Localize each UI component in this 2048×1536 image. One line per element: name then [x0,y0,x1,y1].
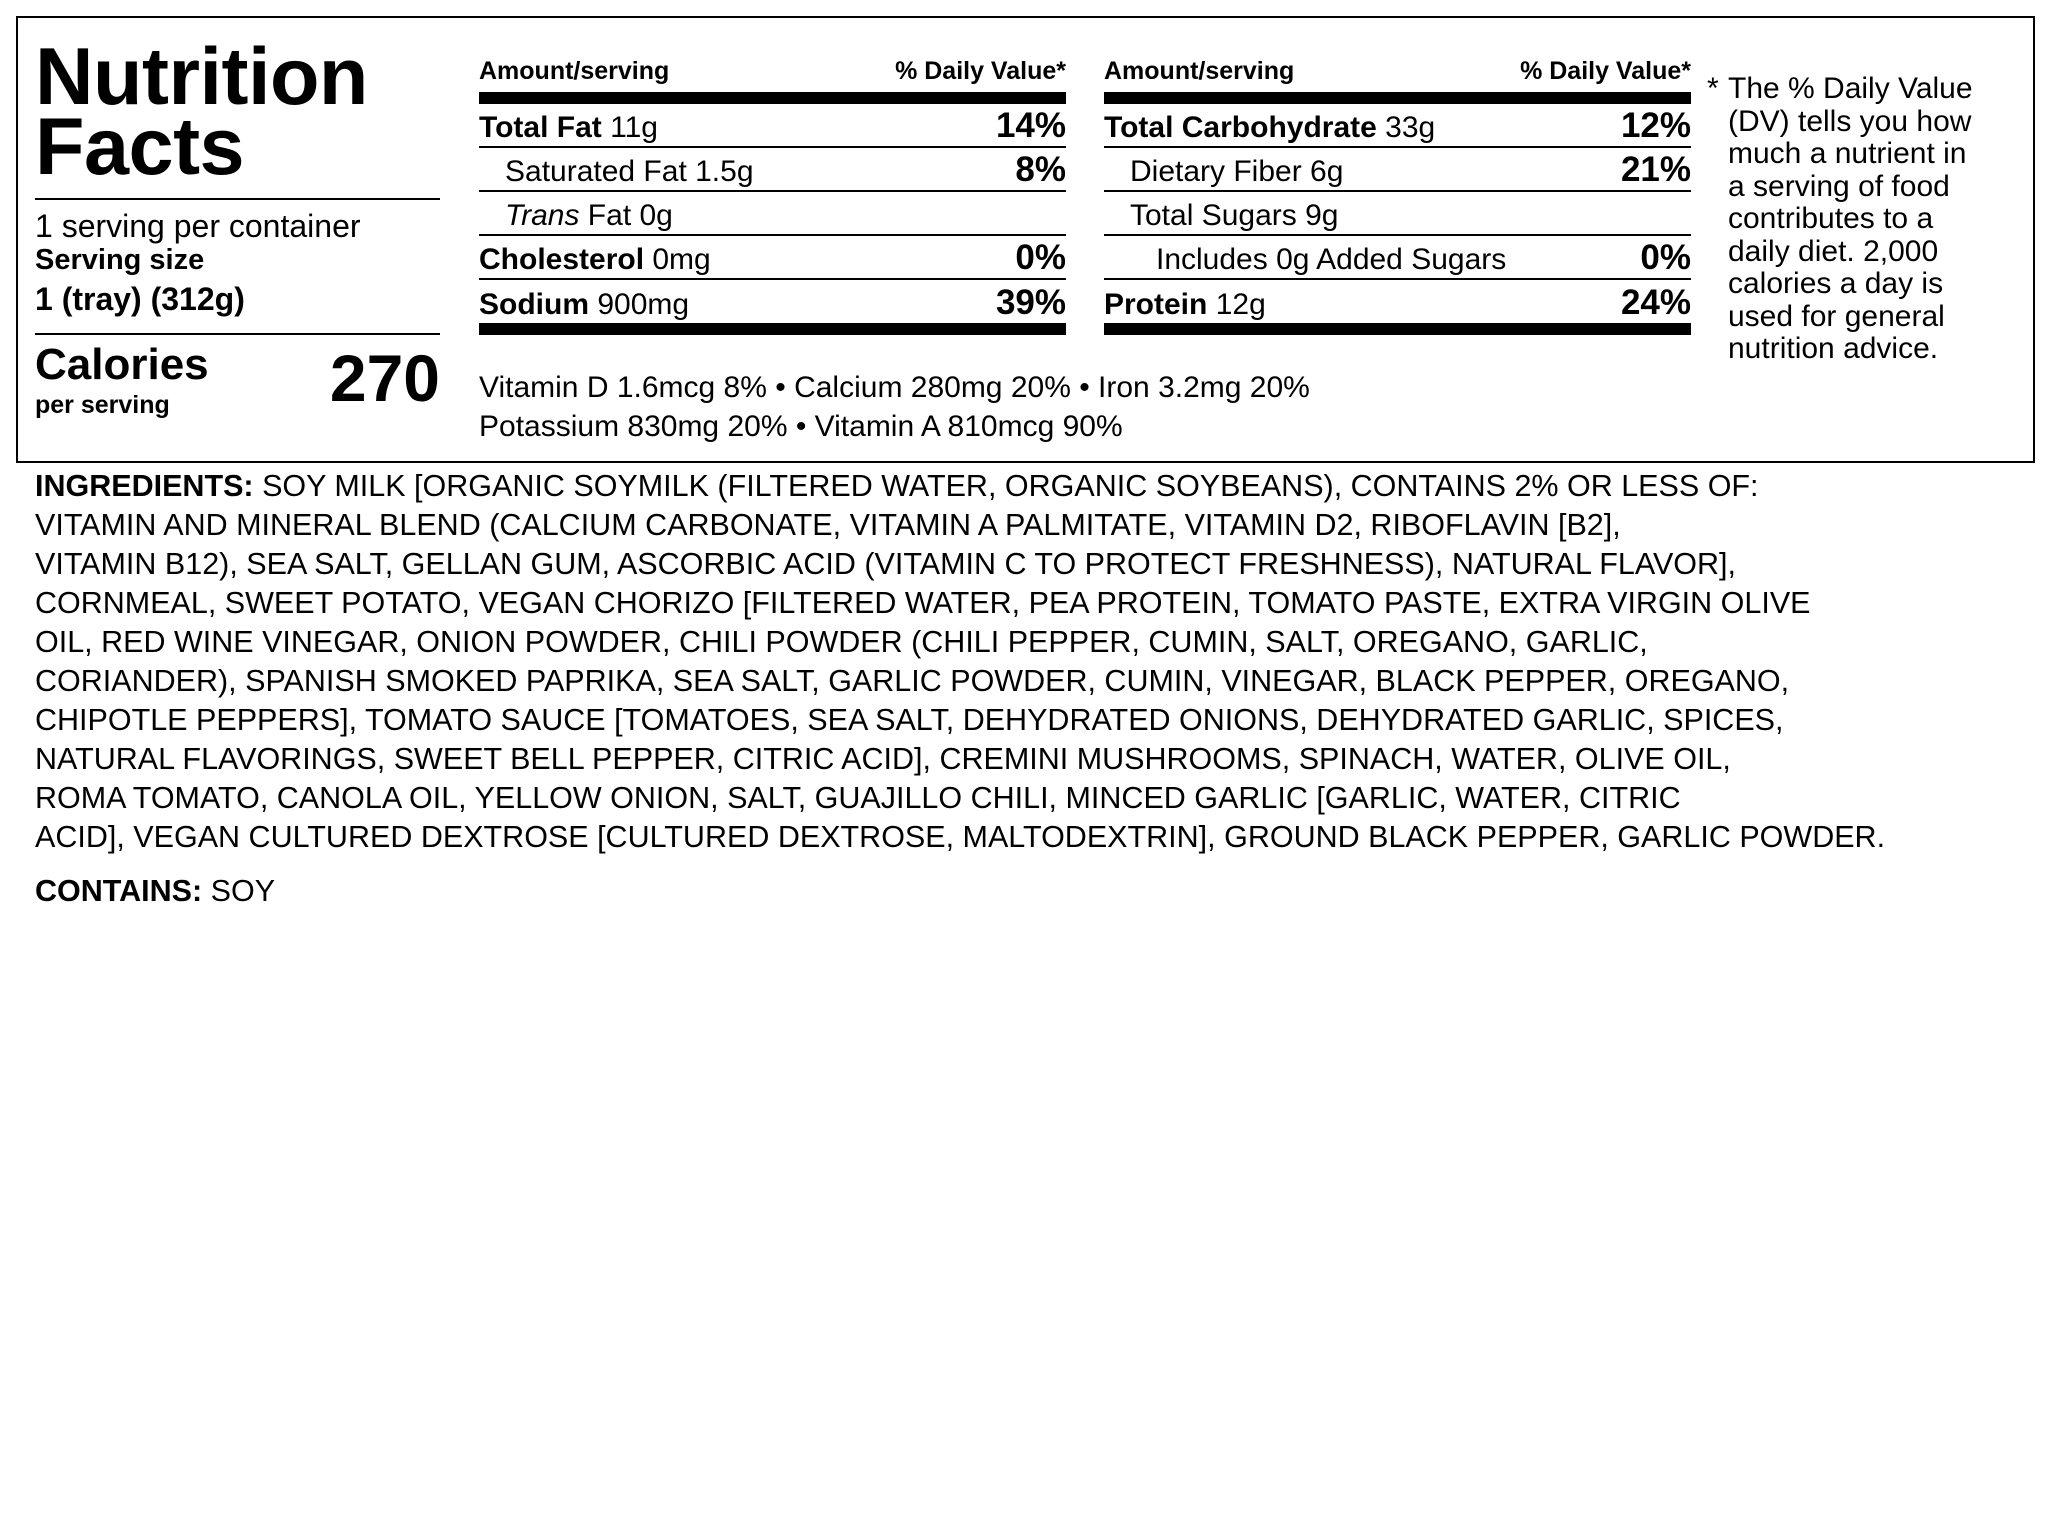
nutrient-column-2 [1104,56,1691,335]
nutrient-row-dietary-fiber [1104,148,1691,192]
divider [35,198,440,200]
vitamins-line-1: Vitamin D 1.6mcg 8% • Calcium 280mg 20% • Iron 3.2mg 20% [479,371,1310,404]
nutrient-amount: 11g [601,111,658,144]
ingredients-line: ROMA TOMATO, CANOLA OIL, YELLOW ONION, SALT, GUAJILLO CHILI, MINCED GARLIC [GARLIC, WATER, CITRIC [35,781,1681,815]
nutrient-row-cholesterol [479,236,1066,280]
serving-size-label: Serving size [35,244,205,276]
nutrient-name: Fat [579,199,632,232]
footnote-line: used for general [1728,299,1945,333]
nutrient-dv: 24% [1620,283,1691,322]
nutrient-amount: 1.5g [686,155,754,188]
nutrient-name: Cholesterol [479,243,645,276]
daily-value-header: % Daily Value* [1520,57,1691,85]
ingredients-line [35,467,2035,506]
ingredients-label: INGREDIENTS: [35,469,254,503]
footnote-line: nutrition advice. [1728,332,1939,365]
nutrient-dv: 12% [1620,106,1691,145]
nutrient-row-saturated-fat [479,148,1066,192]
vitamins-line-2: Potassium 830mg 20% • Vitamin A 810mcg 90% [479,410,1123,443]
serving-size-value: 1 (tray) (312g) [35,281,245,317]
ingredients-line: CORIANDER), SPANISH SMOKED PAPRIKA, SEA SALT, GARLIC POWDER, CUMIN, VINEGAR, BLACK PEPPER, OREGANO, [35,664,1790,698]
ingredients-line: CHIPOTLE PEPPERS], TOMATO SAUCE [TOMATOES, SEA SALT, DEHYDRATED ONIONS, DEHYDRATED GARLIC, SPICES, [35,703,1784,737]
ingredients-line: VITAMIN B12), SEA SALT, GELLAN GUM, ASCORBIC ACID (VITAMIN C TO PROTECT FRESHNESS), NATURAL FLAVOR], [35,547,1737,581]
ingredients-text: SOY MILK [ORGANIC SOYMILK (FILTERED WATER, ORGANIC SOYBEANS), CONTAINS 2% OR LESS OF: [253,469,1759,503]
nutrient-row-sodium [479,280,1066,335]
nutrient-name: Total Sugars [1130,199,1297,232]
ingredients-line: NATURAL FLAVORINGS, SWEET BELL PEPPER, CITRIC ACID], CREMINI MUSHROOMS, SPINACH, WATER, OLIVE OIL, [35,742,1731,776]
nutrient-row-trans-fat [479,192,1066,236]
daily-value-header: % Daily Value* [895,57,1066,85]
footnote-line: much a nutrient in [1728,137,1967,170]
nutrient-amount: 6g [1301,155,1344,188]
nutrient-row-total-carbohydrate [1104,104,1691,148]
ingredients-list [35,467,2035,857]
footnote-text [1728,73,2027,366]
nutrient-amount: 9g [1296,199,1339,232]
nutrient-row-total-fat [479,104,1066,148]
footnote-asterisk: * [1707,72,1719,105]
nutrient-name: Protein [1104,288,1208,321]
column-header [1104,56,1691,104]
ingredients-line: OIL, RED WINE VINEGAR, ONION POWDER, CHILI POWDER (CHILI PEPPER, CUMIN, SALT, OREGANO, GARLIC, [35,625,1648,659]
allergen-statement [35,872,275,911]
nutrient-name: Saturated Fat [505,155,687,188]
title-line-2: Facts [35,102,245,192]
column-header [479,56,1066,104]
contains-label: CONTAINS: [35,874,203,908]
nutrient-dv: 14% [995,106,1066,145]
footnote-line: (DV) tells you how [1728,104,1972,138]
nutrient-name: Total Carbohydrate [1104,111,1377,144]
nutrition-header [35,32,440,419]
calories-label: Calories [35,340,209,389]
nutrient-dv: 21% [1620,150,1691,189]
nutrient-name-italic: Trans [505,199,580,232]
nutrient-amount: 33g [1376,111,1436,144]
footnote-line: calories a day is [1728,267,1944,300]
ingredients-line: VITAMIN AND MINERAL BLEND (CALCIUM CARBONATE, VITAMIN A PALMITATE, VITAMIN D2, RIBOFLAVIN [B2], [35,508,1621,542]
nutrient-column-1 [479,56,1066,335]
ingredients-line: ACID], VEGAN CULTURED DEXTROSE [CULTURED DEXTROSE, MALTODEXTRIN], GROUND BLACK PEPPER, GARLIC POWDER. [35,820,1886,854]
servings-per-container: 1 serving per container [35,208,361,244]
footnote-line: contributes to a [1728,202,1934,235]
contains-value: SOY [202,874,276,908]
ingredients-line: CORNMEAL, SWEET POTATO, VEGAN CHORIZO [FILTERED WATER, PEA PROTEIN, TOMATO PASTE, EXTRA VIRGIN OLIVE [35,586,1811,620]
nutrient-amount: 900mg [589,288,690,321]
footnote-line: daily diet. 2,000 [1728,234,1939,268]
nutrient-amount: 12g [1207,288,1266,321]
daily-value-footnote [1707,73,2027,366]
amount-serving-header: Amount/serving [1104,57,1295,85]
title-line-1: Nutrition [35,32,368,122]
nutrient-row-protein [1104,280,1691,335]
nutrient-amount: 0g [631,199,673,232]
nutrient-row-total-sugars [1104,192,1691,236]
nutrient-dv: 39% [995,283,1066,322]
nutrient-dv: 8% [1015,150,1066,189]
footnote-line: a serving of food [1728,169,1950,203]
nutrient-name: Total Fat [479,111,602,144]
nutrient-dv: 0% [1640,238,1691,277]
nutrition-facts-title [35,32,440,192]
nutrient-row-added-sugars [1104,236,1691,280]
nutrient-name: Dietary Fiber [1130,155,1302,188]
amount-serving-header: Amount/serving [479,57,670,85]
footnote-line: The % Daily Value [1728,72,1973,105]
nutrient-name: Includes 0g Added Sugars [1156,243,1507,276]
nutrient-dv: 0% [1015,238,1066,277]
nutrient-amount: 0mg [644,243,711,276]
calories-block [35,335,440,419]
calories-value: 270 [329,341,440,415]
vitamins-minerals [479,368,1310,446]
calories-sub-label: per serving [35,391,170,419]
nutrient-name: Sodium [479,288,589,321]
